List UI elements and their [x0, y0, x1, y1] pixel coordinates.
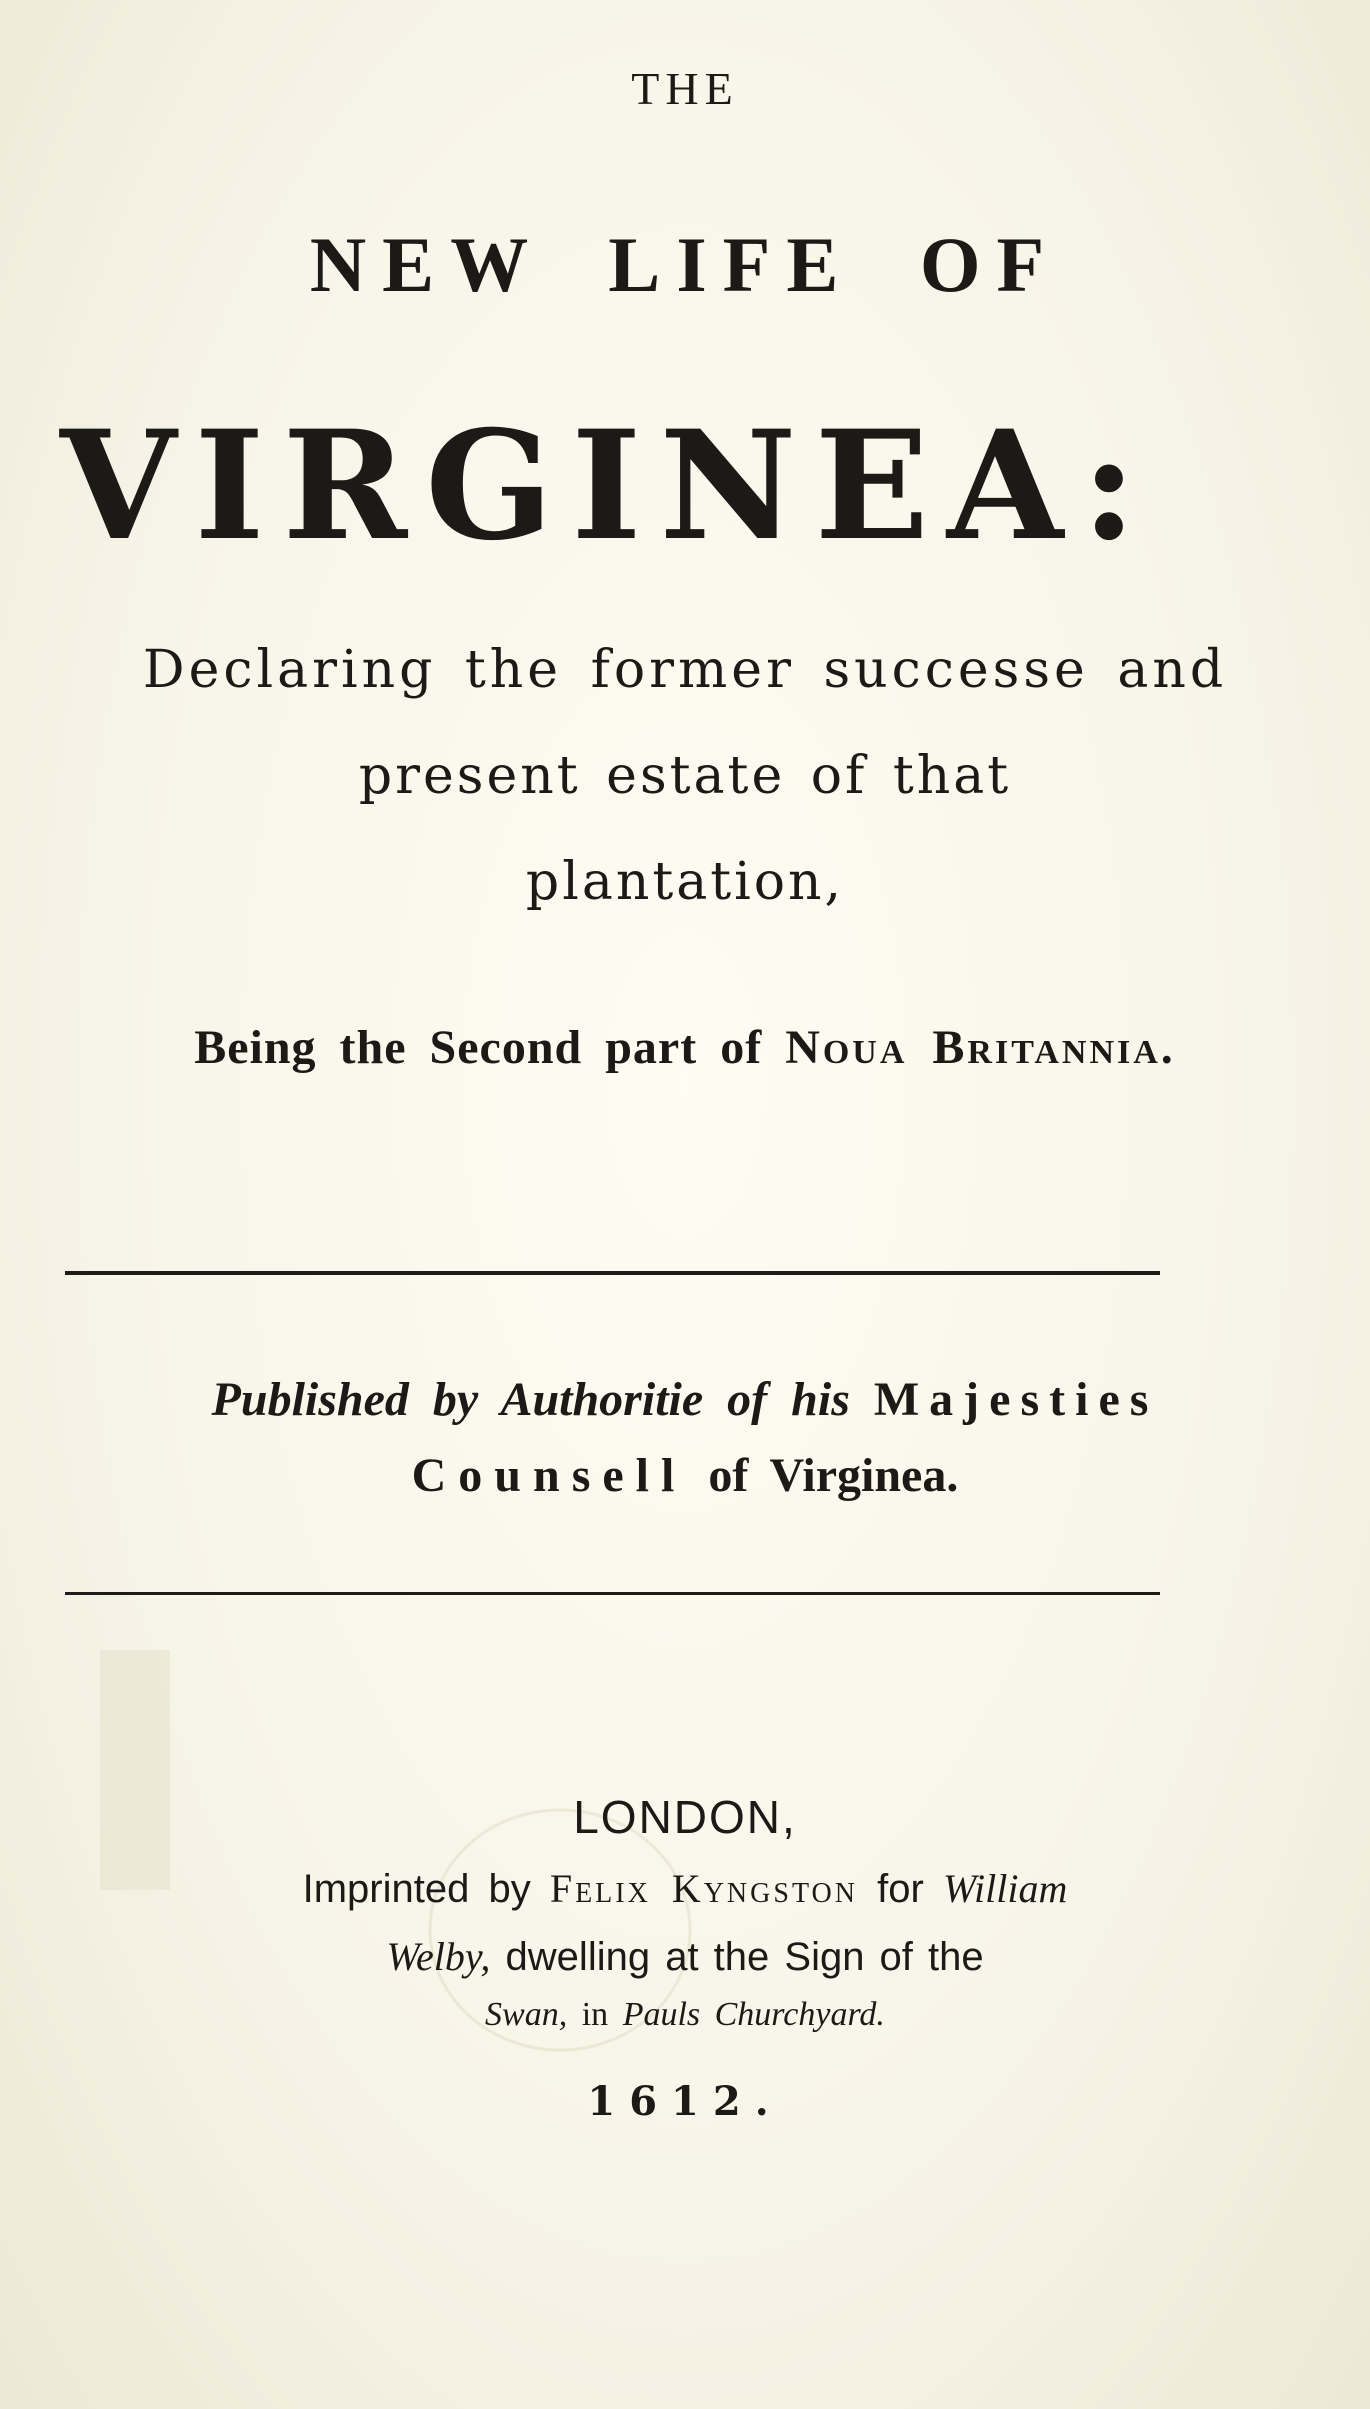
second-part-line: [0, 1020, 1370, 1075]
imprint-line-2: [0, 1933, 1370, 1980]
counsell-line: [0, 1448, 1370, 1503]
subtitle-line-3: plantation,: [525, 852, 845, 912]
noua-britannia: Noua Britannia.: [785, 1021, 1176, 1074]
publication-year: 1612.: [587, 2078, 783, 2125]
counsell-word: Counsell: [411, 1449, 687, 1502]
in-word: in: [581, 1996, 609, 2033]
imprint-line-3: [0, 1996, 1370, 2034]
published-line: [0, 1372, 1370, 1427]
publisher-last-name: Welby,: [386, 1934, 491, 1979]
of-virginea: of Virginea.: [708, 1449, 959, 1502]
title-new-life-of: NEW LIFE OF: [309, 221, 1061, 308]
divider-rule-bottom: [65, 1592, 1160, 1595]
publisher-first-name: William: [942, 1866, 1068, 1911]
subtitle-line-1: Declaring the former successe and: [142, 640, 1228, 700]
divider-rule-top: [65, 1271, 1160, 1275]
dwelling-text: dwelling at the Sign of the: [505, 1935, 984, 1979]
title-virginea: VIRGINEA:: [60, 398, 1155, 574]
majesties: Majesties: [873, 1373, 1159, 1426]
second-part-prefix: Being the Second part of: [194, 1021, 763, 1074]
sign-swan: Swan,: [485, 1996, 568, 2033]
imprint-city: LONDON,: [573, 1791, 797, 1843]
imprinted-by: Imprinted by: [302, 1867, 531, 1911]
pauls-churchyard: Pauls Churchyard.: [622, 1996, 885, 2033]
printer-name: Felix Kyngston: [549, 1866, 858, 1911]
subtitle-line-2: present estate of that: [358, 746, 1012, 806]
imprint-line-1: [0, 1865, 1370, 1912]
published-by-authoritie: Published by Authoritie of his: [211, 1373, 850, 1426]
title-the: THE: [631, 63, 739, 114]
imprinted-for: for: [877, 1867, 924, 1911]
